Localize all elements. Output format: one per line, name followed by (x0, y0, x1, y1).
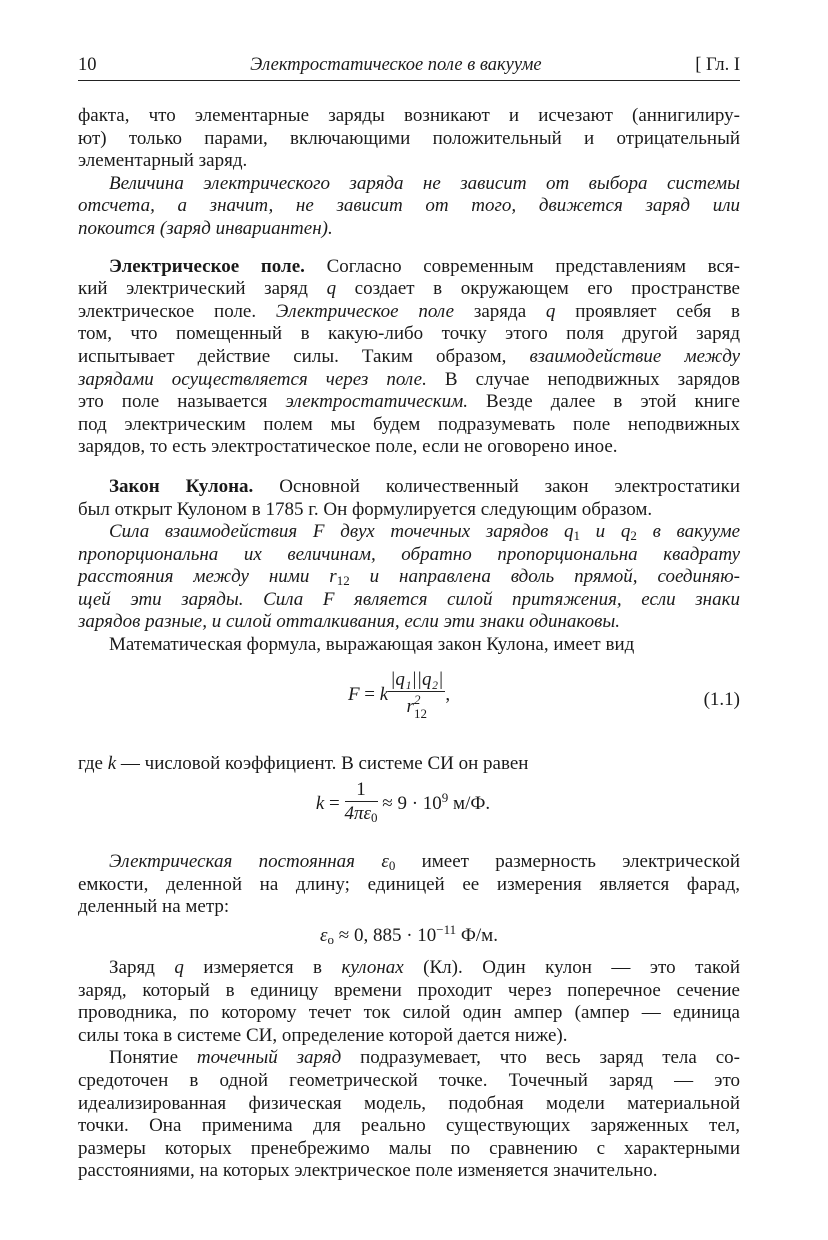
text-span: отсчета, а значит, не зависит от того, движется заряд или (78, 195, 740, 217)
paragraph (78, 105, 740, 173)
text-line (78, 173, 740, 196)
text-span: имеет размерность электрической (395, 851, 740, 873)
equals: = (359, 683, 380, 705)
numerator: |q₁||q₂| (390, 668, 444, 690)
text-line (78, 128, 740, 151)
text-line (78, 1138, 740, 1161)
comma: , (445, 683, 451, 705)
text-span: взаимодействие между (529, 345, 740, 367)
text-span: кий электрический заряд (78, 278, 327, 300)
equation (78, 663, 740, 743)
paragraph (78, 957, 740, 1047)
text-line (78, 414, 740, 437)
equals: = (324, 793, 345, 815)
paragraph (78, 256, 740, 459)
text-span: 0 (388, 858, 396, 874)
text-line (78, 476, 740, 499)
text-span: зарядов, то есть электростатическое поле, если не оговорено иное. (78, 436, 618, 458)
text-span: размеры которых пренебрежимо малы по сравнению с характерными (78, 1137, 740, 1159)
text-span: 1 (573, 528, 580, 544)
text-line (78, 278, 740, 301)
text-span: и направлена вдоль прямой, соединяю- (349, 566, 740, 588)
text-line (78, 589, 740, 612)
paragraph (78, 476, 740, 521)
subscript-wrap (414, 707, 427, 721)
text-span: это поле называется (78, 391, 286, 413)
text-span: Согласно современным представлениям вся- (304, 255, 740, 277)
text-span: Понятие (109, 1047, 197, 1069)
text-span: и q (579, 521, 631, 543)
text-span: — числовой коэффициент. В системе СИ он равен (116, 752, 529, 774)
text-span: под электрическим полем мы будем подразумевать поле неподвижных (78, 413, 740, 435)
text-span: 12 (336, 573, 350, 589)
text-line (78, 611, 740, 634)
text-span: (Кл). Один кулон — это такой (403, 957, 740, 979)
math-symbol: q (174, 957, 184, 979)
text-span: ют) только парами, включающими положительный и отрицательный (78, 127, 740, 149)
text-span: том, что помещенный в какую-либо точку этого поля другой заряд (78, 323, 740, 345)
paragraph (78, 634, 740, 657)
text-span: деленный на метр: (78, 896, 230, 918)
text-line (78, 1047, 740, 1070)
text-span: заряд, который в единицу времени проходит через поперечное сечение (78, 979, 740, 1001)
math-symbol: k (315, 793, 325, 815)
text-span: испытывает действие силы. Таким образом, (78, 345, 530, 367)
page-number: 10 (78, 55, 97, 75)
text-line (78, 566, 740, 589)
text-span: электрическое поле. (78, 300, 276, 322)
script-stack (414, 693, 427, 721)
text-line (78, 1025, 740, 1048)
math-symbol: F (347, 683, 360, 705)
text-span: зарядами осуществляется через поле. (78, 368, 427, 390)
text-span: подразумевает, что весь заряд тела со- (341, 1047, 740, 1069)
text-line (78, 753, 740, 776)
superscript: 2 (413, 692, 421, 708)
text-span: точечный заряд (196, 1047, 342, 1069)
text-span: зарядов разные, и силой отталкивания, если эти знаки одинаковы. (78, 611, 620, 633)
subscript: o (327, 932, 335, 948)
math-symbol: q (326, 278, 337, 300)
math-symbol: q (545, 300, 556, 322)
text-line (78, 851, 740, 874)
math-symbol: k (379, 683, 389, 705)
text-span: емкости, деленной на длину; единицей ее измерения является фарад, (78, 873, 740, 895)
text-span: 2 (630, 528, 637, 544)
text-span: Основной количественный закон электростатики (253, 475, 740, 497)
expression: ≈ 0, 885 · 10 (334, 925, 437, 947)
equation (78, 779, 740, 843)
running-header (78, 55, 740, 81)
text-span: где (78, 752, 108, 774)
text-line (78, 391, 740, 414)
text-line (78, 521, 740, 544)
equation-number: (1.1) (703, 688, 740, 710)
text-line (78, 896, 740, 919)
math-symbol: k (107, 752, 117, 774)
text-span: Величина электрического заряда не зависит от выбора системы (109, 172, 740, 194)
fraction (388, 669, 445, 722)
paragraph (78, 521, 740, 634)
text-line (78, 634, 740, 657)
text-line (78, 1002, 740, 1025)
text-span: создает в окружающем его пространстве (336, 278, 740, 300)
text-span: электростатическим. (285, 391, 468, 413)
text-span: факта, что элементарные заряды возникают и исчезают (аннигилиру- (78, 105, 740, 126)
superscript: 9 (441, 790, 449, 806)
text-span: силы тока в системе СИ, определение которой дается ниже). (78, 1024, 568, 1046)
text-line (78, 369, 740, 392)
text-line (78, 195, 740, 218)
text-span: Везде далее в этой книге (467, 391, 740, 413)
text-line (78, 346, 740, 369)
text-line (78, 436, 740, 459)
paragraph (78, 173, 740, 241)
text-line (78, 256, 740, 279)
unit: м/Ф. (448, 793, 491, 815)
text-span: кулонах (341, 957, 404, 979)
text-span: расстояниями, на которых электрическое поле изменяется значительно. (78, 1160, 658, 1182)
text-line (78, 874, 740, 897)
text-line (78, 105, 740, 128)
text-line (78, 218, 740, 241)
text-span: средоточен в одной геометрической точке. Точечный заряд — это (78, 1070, 740, 1091)
denominator: r (406, 695, 414, 717)
section-heading: Закон Кулона. (109, 475, 254, 497)
text-span: проявляет себя в (555, 300, 741, 322)
denominator: 4πε (344, 803, 372, 825)
text-span: Электрическая постоянная (109, 851, 356, 873)
equation (78, 919, 740, 953)
text-span: заряда (454, 300, 546, 322)
text-span: точки. Она применима для реально существующих заряженных тел, (78, 1115, 740, 1137)
text-line (78, 957, 740, 980)
superscript: −11 (436, 922, 457, 938)
text-span: элементарный заряд. (78, 150, 248, 172)
text-span: был открыт Кулоном в 1785 г. Он формулируется следующим образом. (78, 498, 653, 520)
math-symbol: ε (355, 851, 389, 873)
text-line (78, 499, 740, 522)
text-span: идеализированная физическая модель, подобная модели материальной (78, 1092, 740, 1114)
text-line (78, 1093, 740, 1116)
text-line (78, 1070, 740, 1093)
text-span: Сила взаимодействия F двух точечных зарядов q (109, 521, 574, 543)
text-line (78, 1160, 740, 1183)
page-body (78, 105, 740, 1183)
text-span: покоится (заряд инвариантен). (78, 217, 333, 239)
text-span: В случае неподвижных зарядов (426, 368, 740, 390)
text-line (78, 1115, 740, 1138)
text-line (78, 544, 740, 567)
text-span: Заряд (109, 957, 175, 979)
text-line (78, 323, 740, 346)
unit: Ф/м. (456, 925, 498, 947)
chapter-label: [ Гл. I (695, 55, 740, 75)
running-title: Электростатическое поле в вакууме (250, 55, 542, 75)
paragraph (78, 1047, 740, 1183)
math-symbol: ε (320, 925, 328, 947)
numerator: 1 (356, 779, 366, 801)
text-span: Математическая формула, выражающая закон Кулона, имеет вид (109, 634, 635, 656)
paragraph (78, 753, 740, 776)
text-span: пропорциональна их величинам, обратно пропорциональна квадрату (78, 543, 740, 565)
expression: ≈ 9 · 10 (377, 793, 442, 815)
subscript: 12 (413, 706, 427, 722)
text-line (78, 301, 740, 324)
text-span: в вакууме (636, 521, 740, 543)
text-span: измеряется в (183, 957, 342, 979)
text-line (78, 150, 740, 173)
section-heading: Электрическое поле. (109, 255, 305, 277)
text-span: проводника, по которому течет ток силой один ампер (ампер — единица (78, 1002, 740, 1024)
fraction (345, 779, 378, 830)
paragraph (78, 851, 740, 919)
text-span: щей эти заряды. Сила F является силой притяжения, если знаки (78, 588, 740, 610)
subscript: 0 (371, 810, 378, 826)
text-span: Электрическое поле (275, 300, 455, 322)
text-line (78, 980, 740, 1003)
text-span: расстояния между ними r (78, 566, 337, 588)
